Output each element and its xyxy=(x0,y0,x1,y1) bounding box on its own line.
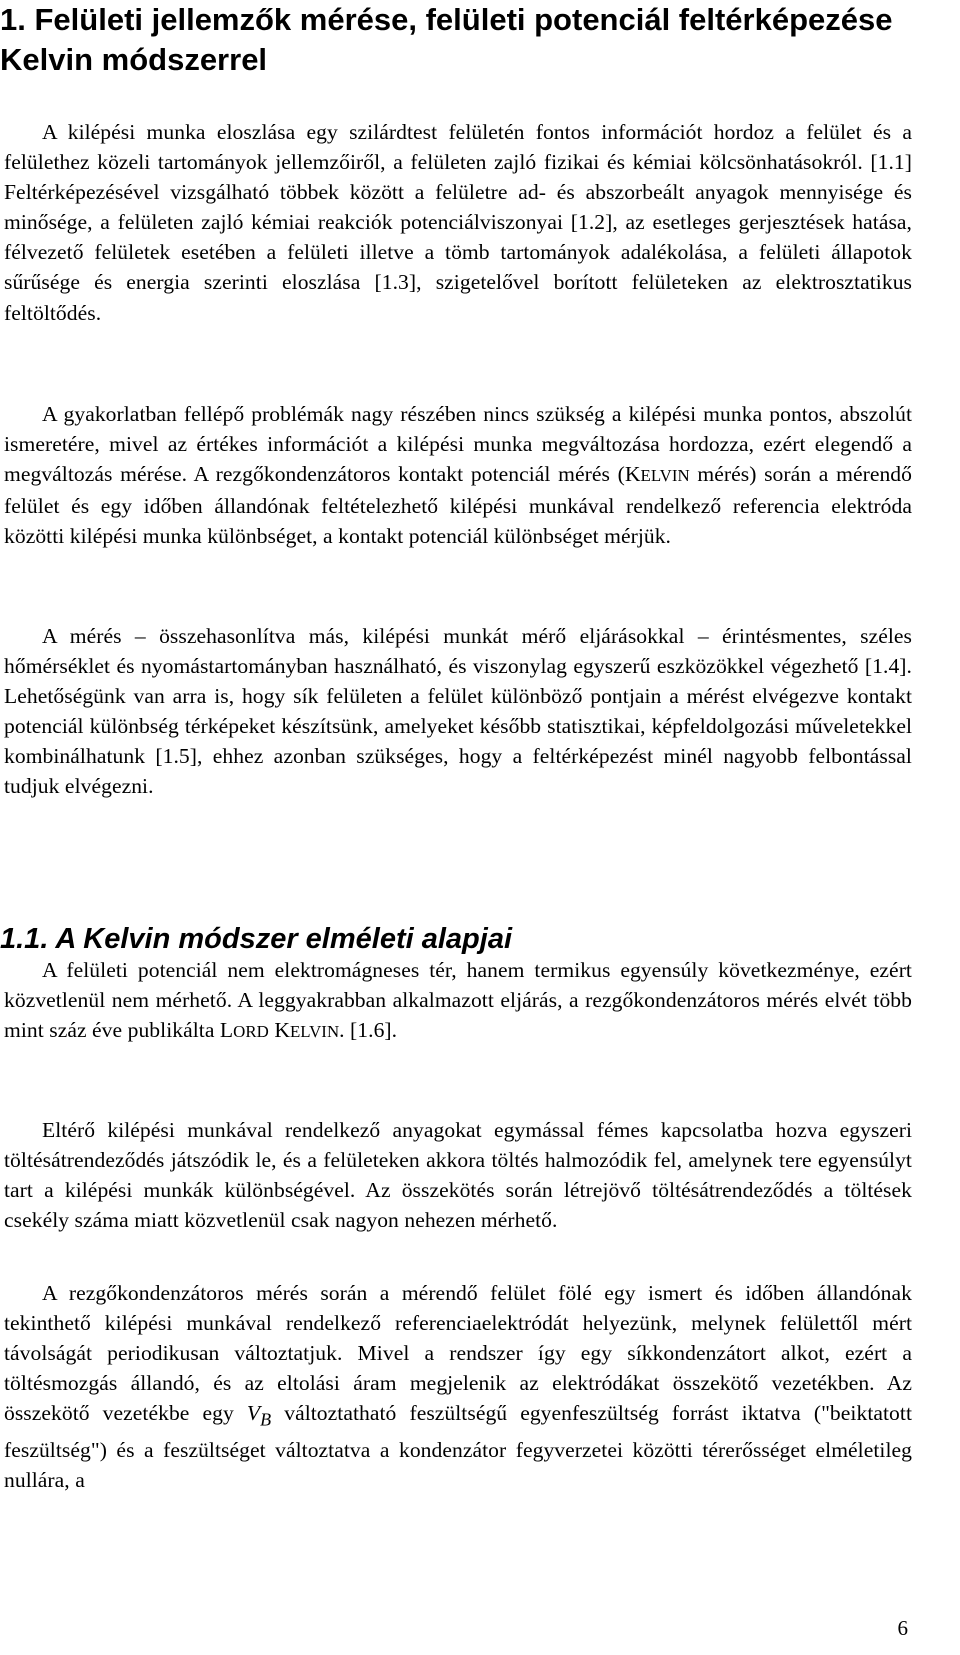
subsection-heading xyxy=(0,921,930,957)
subsection-number: 1.1. xyxy=(0,923,49,955)
paragraph-surface-potential: A felületi potenciál nem elektromágneses tér, hanem termikus egyensúly következménye, ezért közvetlenül nem mérhető. A leggyakrabban alkalmazott eljárás, a rezgőkondenzátoros mérés elvét több mint száz éve publikálta LORD KELVIN. [1.6]. xyxy=(4,958,912,1043)
section-heading xyxy=(0,0,930,80)
paragraph-charge-redistribution: Eltérő kilépési munkával rendelkező anyagokat egymással fémes kapcsolatba hozva egyszeri töltésátrendeződés játszódik le, és a felületeken akkora töltés halmozódik fel, amelynek tere egyensúlyt tart a kilépési munkák különbségével. Az összekötés során létrejövő töltésátrendeződés a töltések csekély száma miatt közvetlenül csak nagyon nehezen mérhető. xyxy=(4,1118,912,1233)
section-number: 1. xyxy=(0,2,26,37)
voltage-symbol: $V_B$ xyxy=(246,1401,272,1430)
subsection-title: A Kelvin módszer elméleti alapjai xyxy=(55,923,513,955)
page-number: 6 xyxy=(897,1616,908,1640)
paragraph-contact-potential-measurement: A gyakorlatban fellépő problémák nagy részében nincs szükség a kilépési munka pontos, abszolút ismeretére, mivel az értékes információt a kilépési munka megváltozása hordozza, ezért elegendő a megváltozás mérése. A rezgőkondenzátoros kontakt potenciál mérés (KELVIN mérés) során a mérendő felület és egy időben állandónak feltételezhető kilépési munkával rendelkező referencia elektróda közötti kilépési munka különbséget, a kontakt potenciál különbséget mérjük. xyxy=(4,402,913,549)
paragraph-measurement-advantages: A mérés – összehasonlítva más, kilépési munkát mérő eljárásokkal – érintésmentes, széles hőmérséklet és nyomástartományban használható, és viszonylag egyszerű eszközökkel végezhető [1.4]. Lehetőségünk van arra is, hogy sík felületen a felület különböző pontjain a mérést elvégezve kontakt potenciál különbség térképeket készítsünk, amelyeket később statisztikai, képfeldolgozási műveletekkel kombinálhatunk [1.5], ehhez azonban szükséges, hogy a feltérképezést minél nagyobb felbontással tudjuk elvégezni. xyxy=(4,624,912,799)
paragraph-vibrating-capacitor: A rezgőkondenzátoros mérés során a mérendő felület fölé egy ismert és időben állandónak tekinthető kilépési munkával rendelkező referenciaelektródát helyezünk, melynek felülettől mért távolságát periodikusan változtatjuk. Mivel a rendszer így egy síkkondenzátort alkot, ezért a töltésmozgás állandó, és az eltolási áram megjelenik az elektródákat összekötő vezetékben. Az összekötő vezetékbe egy $V_B$ változtatható feszültségű egyenfeszültség forrást iktatva ("beiktatott feszültség") és a feszültséget változtatva a kondenzátor fegyverzetei közötti térerősséget elméletileg nullára, a xyxy=(4,1281,912,1492)
section-title: Felületi jellemzők mérése, felületi potenciál feltérképezése Kelvin módszerrel xyxy=(0,2,893,77)
paragraph-work-function-distribution: A kilépési munka eloszlása egy szilárdtest felületén fontos információt hordoz a felület és a felülethez közeli tartományok jellemzőiről, a felületen zajló fizikai és kémiai kölcsönhatásokról. [1.1] Feltérképezésével vizsgálható többek között a felületre ad- és abszorbeált anyagok mennyisége és minősége, a felületen zajló kémiai reakciók potenciálviszonyai [1.2], az esetleges gerjesztések hatása, félvezető felületek esetében a felületi illetve a tömb tartományok adalékolása, a felületi állapotok sűrűsége és energia szerinti eloszlása [1.3], szigetelővel borított felületeken az elektrosztatikus feltöltődés. xyxy=(4,120,912,325)
